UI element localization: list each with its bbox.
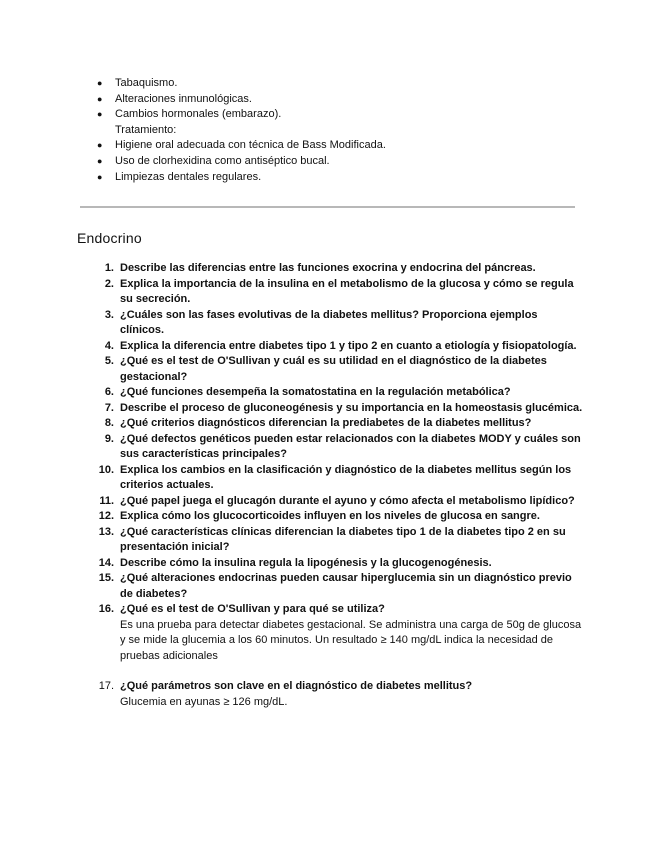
question-item: 4. Explica la diferencia entre diabetes tipo 1 y tipo 2 en cuanto a etiología y fisiopatología. <box>104 339 577 352</box>
bullet-icon: ● <box>97 171 103 182</box>
question-item: 15. ¿Qué alteraciones endocrinas pueden causar hiperglucemia sin un diagnóstico previo de diabetes? <box>98 572 572 600</box>
question-item: 11. ¿Qué papel juega el glucagón durante el ayuno y cómo afecta el metabolismo lipídico? <box>99 494 575 507</box>
bullet-icon: ● <box>97 109 103 120</box>
question-item: 3. ¿Cuáles son las fases evolutivas de la diabetes mellitus? Proporciona ejemplos clínicos. <box>104 308 538 336</box>
question-item: 5. ¿Qué es el test de O'Sullivan y cuál es su utilidad en el diagnóstico de la diabetes gestacional? <box>104 355 547 383</box>
question-item: 6. ¿Qué funciones desempeña la somatostatina en la regulación metabólica? <box>104 386 511 398</box>
question-item: 2. Explica la importancia de la insulina en el metabolismo de la glucosa y cómo se regula su secreción. <box>104 277 574 305</box>
question-list <box>92 261 584 710</box>
answer-text: Es una prueba para detectar diabetes gestacional. Se administra una carga de 50g de glucosa y se mide la glucemia a los 60 minutos. Un resultado ≥ 140 mg/dL indica la necesidad de pruebas adicionales <box>120 618 582 662</box>
question-item: 7. Describe el proceso de gluconeogénesis y su importancia en la homeostasis glucémica. <box>104 401 583 414</box>
question-item: 14. Describe cómo la insulina regula la lipogénesis y la glucogenogénesis. <box>98 556 492 569</box>
question-item: 8. ¿Qué criterios diagnósticos diferencian la prediabetes de la diabetes mellitus? <box>104 417 532 429</box>
question-item: 10. Explica los cambios en la clasificación y diagnóstico de la diabetes mellitus según los criterios actuales. <box>98 463 572 491</box>
list-item: ● Alteraciones inmunológicas. <box>95 92 386 108</box>
list-item: ● Higiene oral adecuada con técnica de Bass Modificada. <box>95 138 386 154</box>
question-item: 12. Explica cómo los glucocorticoides influyen en los niveles de glucosa en sangre. <box>98 510 540 522</box>
question-item: 16. ¿Qué es el test de O'Sullivan y para qué se utiliza? Es una prueba para detectar diabetes gestacional. Se administra una carga de 50g de glucosa y se mide la glucemia a los 60 minutos. Un resultado ≥ 140 mg/dL indica la necesidad de pruebas adicionales <box>98 603 582 662</box>
bullet-icon: ● <box>97 93 103 104</box>
answer-text: Glucemia en ayunas ≥ 126 mg/dL. <box>120 695 288 708</box>
list-item: ● Uso de clorhexidina como antiséptico bucal. <box>95 154 386 170</box>
bullet-icon: ● <box>97 155 103 166</box>
treatment-label: Tratamiento: <box>115 123 177 136</box>
list-item: ● Tabaquismo. <box>95 76 386 92</box>
horizontal-divider <box>80 206 575 208</box>
section-title: Endocrino <box>77 230 142 246</box>
bullet-icon: ● <box>97 140 103 151</box>
risk-factors-list <box>95 76 386 185</box>
question-item: 1. Describe las diferencias entre las funciones exocrina y endocrina del páncreas. <box>104 262 536 274</box>
question-item: 13. ¿Qué características clínicas diferencian la diabetes tipo 1 de la diabetes tipo 2 en su presentación inicial? <box>98 525 566 553</box>
question-item: 17. ¿Qué parámetros son clave en el diagnóstico de diabetes mellitus? Glucemia en ayunas ≥ 126 mg/dL. <box>98 680 473 708</box>
question-item: 9. ¿Qué defectos genéticos pueden estar relacionados con la diabetes MODY y cuáles son sus características principales? <box>104 432 581 460</box>
bullet-icon: ● <box>97 78 103 88</box>
list-item: ● Cambios hormonales (embarazo). <box>95 107 386 123</box>
list-item: ● Limpiezas dentales regulares. <box>95 170 386 186</box>
